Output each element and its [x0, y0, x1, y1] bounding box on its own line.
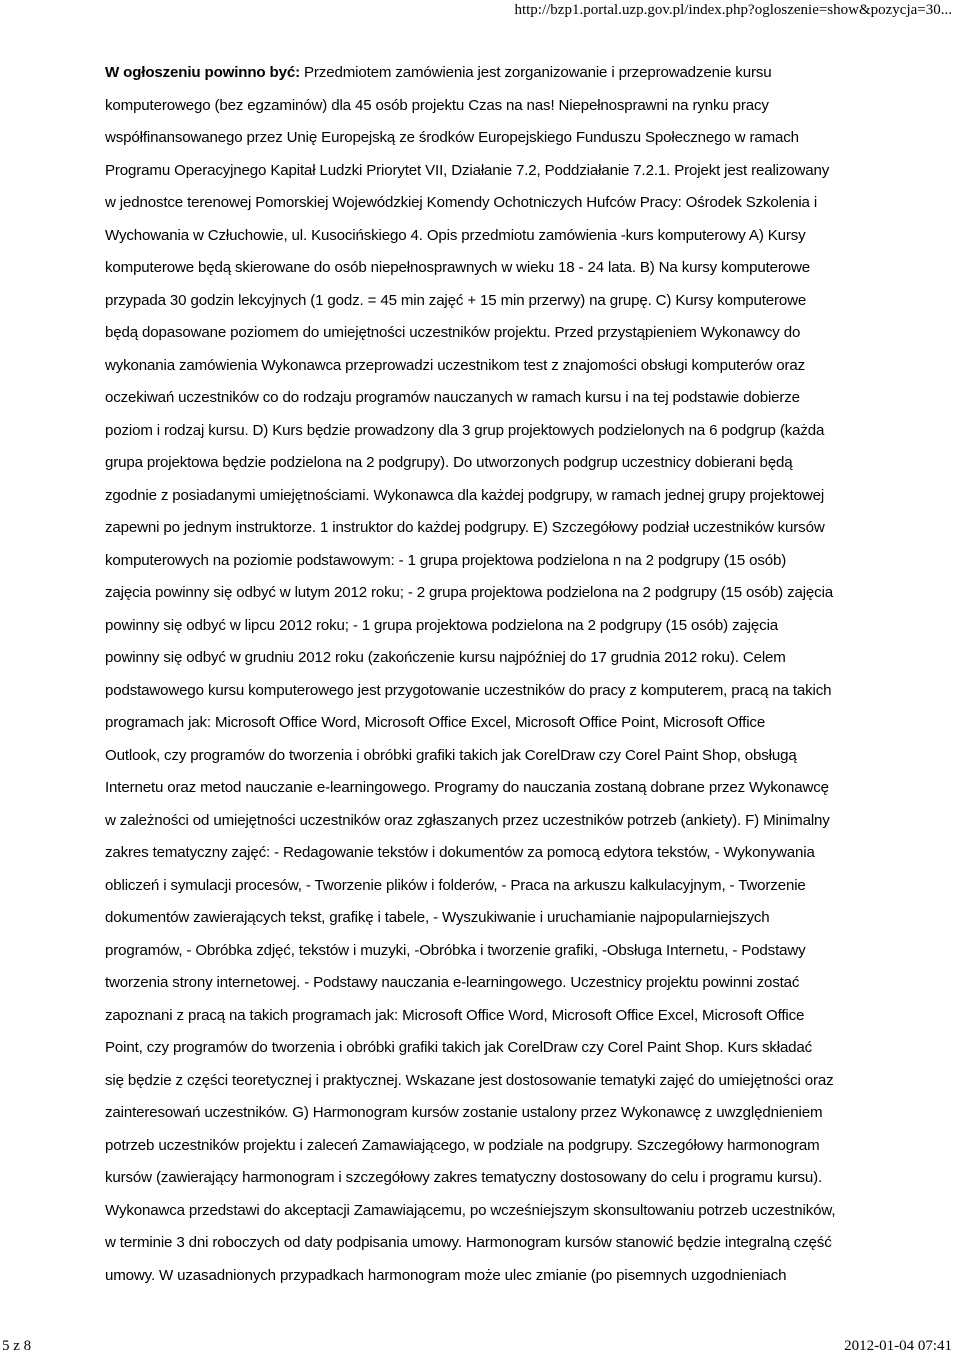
body-line: wykonania zamówienia Wykonawca przeprowadzi uczestnikom test z znajomości obsługi komputerów oraz [105, 356, 806, 374]
body-line: komputerowe będą skierowane do osób niepełnosprawnych w wieku 18 - 24 lata. B) Na kursy komputerowe [105, 259, 811, 276]
body-line: grupa projektowa będzie podzielona na 2 podgrupy). Do utworzonych podgrup uczestnicy dobierani będą [105, 454, 793, 471]
body-line: tworzenia strony internetowej. - Podstawy nauczania e-learningowego. Uczestnicy projektu powinni zostać [105, 974, 800, 991]
document-body [105, 57, 905, 1292]
body-line: Programu Operacyjnego Kapitał Ludzki Priorytet VII, Działanie 7.2, Poddziałanie 7.2.1. Projekt jest realizowany [105, 161, 830, 179]
body-line: umowy. W uzasadnionych przypadkach harmonogram może ulec zmianie (po pisemnych uzgodnieniach [105, 1266, 787, 1284]
body-line: zakres tematyczny zajęć: - Redagowanie tekstów i dokumentów za pomocą edytora tekstów, - Wykonywania [105, 844, 815, 861]
body-line: Point, czy programów do tworzenia i obróbki grafiki takich jak CorelDraw czy Corel Paint Shop. Kurs składać [105, 1039, 813, 1056]
body-line: będą dopasowane poziomem do umiejętności uczestników projektu. Przed przystąpieniem Wykonawcy do [105, 324, 801, 341]
body-line: zapoznani z pracą na takich programach jak: Microsoft Office Word, Microsoft Office Excel, Microsoft Office [105, 1006, 805, 1024]
body-line: kursów (zawierający harmonogram i szczegółowy zakres tematyczny dostosowany do celu i programu kursu). [105, 1169, 823, 1186]
body-line: komputerowego (bez egzaminów) dla 45 osób projektu Czas na nas! Niepełnosprawni na rynku pracy [105, 96, 769, 114]
body-line: dokumentów zawierających tekst, grafikę i tabele, - Wyszukiwanie i uruchamianie najpopularniejszych [105, 909, 770, 926]
body-line: Internetu oraz metod nauczanie e-learningowego. Programy do nauczania zostaną dobrane przez Wykonawcę [105, 779, 829, 796]
body-line: powinny się odbyć w lipcu 2012 roku; - 1 grupa projektowa podzielona na 2 podgrupy (15 osób) zajęcia [105, 616, 779, 634]
page-url: http://bzp1.portal.uzp.gov.pl/index.php?ogloszenie=show&pozycja=30... [514, 2, 952, 18]
body-line: poziom i rodzaj kursu. D) Kurs będzie prowadzony dla 3 grup projektowych podzielonych na 6 podgrup (każda [105, 421, 825, 439]
body-line: zgodnie z posiadanymi umiejętnościami. Wykonawca dla każdej podgrupy, w ramach jednej grupy projektowej [105, 486, 825, 504]
body-line: Wykonawca przedstawi do akceptacji Zamawiającemu, po wcześniejszym skonsultowaniu potrzeb uczestników, [105, 1201, 836, 1219]
body-line: zajęcia powinny się odbyć w lutym 2012 roku; - 2 grupa projektowa podzielona na 2 podgrupy (15 osób) zajęcia [105, 584, 834, 601]
print-timestamp: 2012-01-04 07:41 [844, 1338, 952, 1354]
body-line: programów, - Obróbka zdjęć, tekstów i muzyki, -Obróbka i tworzenie grafiki, -Obsługa Internetu, - Podstawy [105, 941, 806, 959]
body-line: w terminie 3 dni roboczych od daty podpisania umowy. Harmonogram kursów stanowić będzie integralną część [105, 1234, 832, 1251]
body-line [105, 57, 905, 90]
body-line: współfinansowanego przez Unię Europejską ze środków Europejskiego Funduszu Społecznego w ramach [105, 129, 799, 146]
body-line: zapewni po jednym instruktorze. 1 instruktor do każdej podgrupy. E) Szczegółowy podział uczestników kursów [105, 519, 825, 536]
body-line: przypada 30 godzin lekcyjnych (1 godz. = 45 min zajęć + 15 min przerwy) na grupę. C) Kursy komputerowe [105, 291, 807, 309]
body-line: komputerowych na poziomie podstawowym: - 1 grupa projektowa podzielona n na 2 podgrupy (15 osób) [105, 551, 787, 569]
body-line-text: Przedmiotem zamówienia jest zorganizowanie i przeprowadzenie kursu [299, 64, 772, 81]
lead-label: W ogłoszeniu powinno być: [105, 64, 300, 81]
body-line: w zależności od umiejętności uczestników oraz zgłaszanych przez uczestników potrzeb (ankiety). F) Minimalny [105, 811, 830, 829]
body-line: oczekiwań uczestników co do rodzaju programów nauczanych w ramach kursu i na tej podstawie dobierze [105, 389, 800, 406]
body-line: w jednostce terenowej Pomorskiej Wojewódzkiej Komendy Ochotniczych Hufców Pracy: Ośrodek Szkolenia i [105, 194, 818, 211]
body-line: potrzeb uczestników projektu i zaleceń Zamawiającego, w podziale na podgrupy. Szczegółowy harmonogram [105, 1136, 820, 1154]
body-line: obliczeń i symulacji procesów, - Tworzenie plików i folderów, - Praca na arkuszu kalkulacyjnym, - Tworzenie [105, 876, 806, 894]
body-line: podstawowego kursu komputerowego jest przygotowanie uczestników do pracy z komputerem, pracą na takich [105, 681, 832, 699]
body-line: powinny się odbyć w grudniu 2012 roku (zakończenie kursu najpóźniej do 17 grudnia 2012 roku). Celem [105, 649, 786, 666]
page-number: 5 z 8 [2, 1338, 32, 1354]
body-line: się będzie z części teoretycznej i praktycznej. Wskazane jest dostosowanie tematyki zajęć do umiejętności oraz [105, 1071, 834, 1089]
body-line: zainteresowań uczestników. G) Harmonogram kursów zostanie ustalony przez Wykonawcę z uwzględnieniem [105, 1104, 823, 1121]
body-line: Wychowania w Człuchowie, ul. Kusocińskiego 4. Opis przedmiotu zamówienia -kurs komputerowy A) Kursy [105, 226, 806, 244]
body-line: Outlook, czy programów do tworzenia i obróbki grafiki takich jak CorelDraw czy Corel Paint Shop, obsługą [105, 746, 797, 764]
body-line: programach jak: Microsoft Office Word, Microsoft Office Excel, Microsoft Office Point, Microsoft Office [105, 714, 766, 731]
